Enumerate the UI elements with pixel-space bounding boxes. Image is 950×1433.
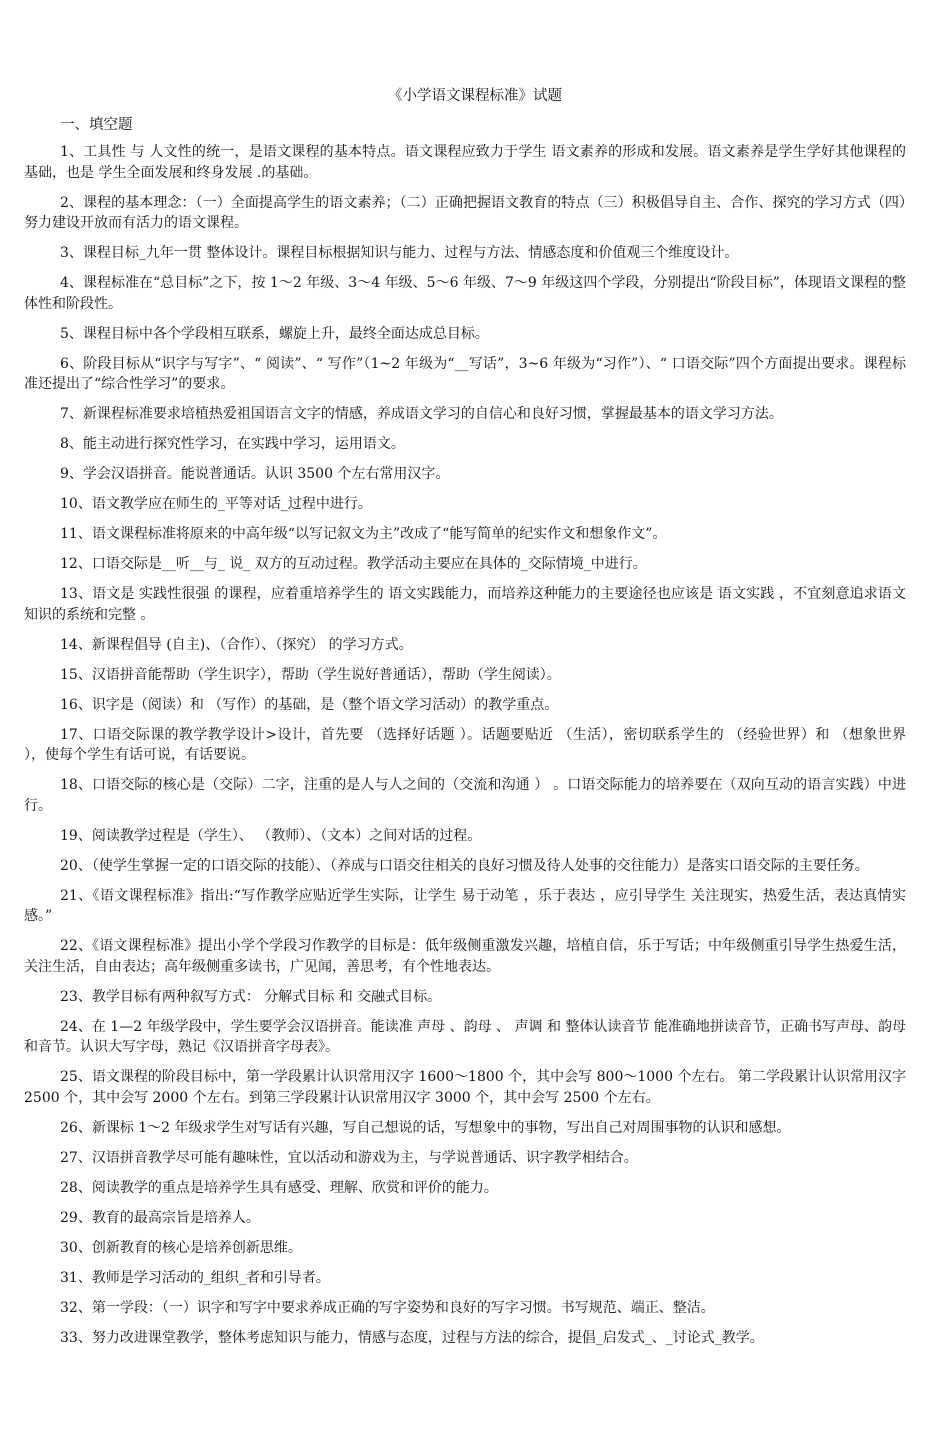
question-item: 27、汉语拼音教学尽可能有趣味性，宜以活动和游戏为主，与学说普通话、识字教学相结合。 bbox=[60, 1149, 638, 1166]
question-list bbox=[24, 142, 906, 1358]
question-item: 4、课程标准在“总目标”之下，按 1～2 年级、3～4 年级、5～6 年级、7～9 年级这四个学段，分别提出“阶段目标”，体现语文课程的整体性和阶段性。 bbox=[24, 275, 906, 312]
question-item: 6、阶段目标从“识字与写字”、“ 阅读”、“ 写作”（1~2 年级为“__写话”，3~6 年级为“习作”）、“ 口语交际”四个方面提出要求。课程标准还提出了“综合性学习”的要求。 bbox=[24, 355, 906, 392]
question-item: 20、（使学生掌握一定的口语交际的技能）、（养成与口语交往相关的良好习惯及待人处事的交往能力）是落实口语交际的主要任务。 bbox=[60, 857, 869, 874]
question-item: 30、创新教育的核心是培养创新思维。 bbox=[60, 1239, 302, 1256]
question-item: 10、语文教学应在师生的_平等对话_过程中进行。 bbox=[60, 496, 372, 512]
question-item: 3、课程目标_九年一贯 整体设计。课程目标根据知识与能力、过程与方法、情感态度和价值观三个维度设计。 bbox=[60, 245, 739, 261]
question-item: 19、阅读教学过程是（学生）、 （教师）、（文本）之间对话的过程。 bbox=[60, 827, 482, 844]
question-item: 18、口语交际的核心是（交际）二字，注重的是人与人之间的（交流和沟通 ） 。口语交际能力的培养要在（双向互动的语言实践）中进行。 bbox=[24, 777, 906, 814]
question-item: 21、《语文课程标准》指出:“写作教学应贴近学生实际，让学生 易于动笔 ，乐于表达 ，应引导学生 关注现实，热爱生活，表达真情实感。” bbox=[24, 887, 906, 924]
question-item: 2、课程的基本理念：（一）全面提高学生的语文素养；（二）正确把握语文教育的特点（三）积极倡导自主、合作、探究的学习方式（四）努力建设开放而有活力的语文课程。 bbox=[24, 194, 906, 231]
question-item: 13、语文是 实践性很强 的课程，应着重培养学生的 语文实践能力，而培养这种能力的主要途径也应该是 语文实践 ，不宜刻意追求语文知识的系统和完整 。 bbox=[24, 586, 906, 623]
question-item: 16、识字是（阅读）和 （写作）的基础，是（整个语文学习活动）的教学重点。 bbox=[60, 696, 559, 713]
question-item: 11、语文课程标准将原来的中高年级“以写记叙文为主”改成了“能写简单的纪实作文和想象作文”。 bbox=[60, 526, 667, 542]
question-item: 22、《语文课程标准》提出小学个学段习作教学的目标是：低年级侧重激发兴趣，培植自信，乐于写话；中年级侧重引导学生热爱生活，关注生活，自由表达；高年级侧重多读书，广见闻，善思考，有个性地表达。 bbox=[24, 938, 906, 975]
question-item: 5、课程目标中各个学段相互联系，螺旋上升，最终全面达成总目标。 bbox=[60, 325, 489, 342]
question-item: 12、口语交际是__听__与_ 说_ 双方的互动过程。教学活动主要应在具体的_交际情境_中进行。 bbox=[60, 556, 647, 572]
document-title: 《小学语文课程标准》试题 bbox=[388, 88, 562, 104]
question-item: 25、语文课程的阶段目标中，第一学段累计认识常用汉字 1600～1800 个，其中会写 800～1000 个左右。 第二学段累计认识常用汉字 2500 个，其中会写 2000 个左右。到第三学段累计认识常用汉字 3000 个，其中会写 2500 个左右。 bbox=[24, 1069, 906, 1106]
question-item: 32、第一学段：（一）识字和写字中要求养成正确的写字姿势和良好的写字习惯。书写规范、端正、整洁。 bbox=[60, 1299, 715, 1316]
question-item: 23、教学目标有两种叙写方式： 分解式目标 和 交融式目标。 bbox=[60, 988, 442, 1005]
section-heading: 一、填空题 bbox=[60, 117, 133, 133]
question-item: 26、新课标 1～2 年级求学生对写话有兴趣，写自己想说的话，写想象中的事物，写出自己对周围事物的认识和感想。 bbox=[60, 1119, 791, 1136]
question-item: 28、阅读教学的重点是培养学生具有感受、理解、欣赏和评价的能力。 bbox=[60, 1179, 498, 1196]
question-item: 9、学会汉语拼音。能说普通话。认识 3500 个左右常用汉字。 bbox=[60, 466, 450, 482]
question-item: 31、教师是学习活动的_组织_者和引导者。 bbox=[60, 1269, 330, 1286]
question-item: 7、新课程标准要求培植热爱祖国语言文字的情感，养成语文学习的自信心和良好习惯，掌握最基本的语文学习方法。 bbox=[60, 406, 783, 422]
question-item: 29、教育的最高宗旨是培养人。 bbox=[60, 1209, 260, 1226]
question-item: 17、口语交际课的教学教学设计>设计，首先要 （选择好话题 ）。话题要贴近 （生活），密切联系学生的 （经验世界）和 （想象世界 ），使每个学生有话可说，有话要说。 bbox=[24, 726, 906, 763]
question-item: 14、新课程倡导 (自主)、（合作）、（探究） 的学习方式。 bbox=[60, 636, 413, 653]
question-item: 8、能主动进行探究性学习，在实践中学习，运用语文。 bbox=[60, 436, 405, 452]
question-item: 1、工具性 与 人文性的统一，是语文课程的基本特点。语文课程应致力于学生 语文素养的形成和发展。语文素养是学生学好其他课程的基础，也是 学生全面发展和终身发展 .的基础。 bbox=[24, 144, 906, 181]
question-item: 33、努力改进课堂教学，整体考虑知识与能力，情感与态度，过程与方法的综合，提倡_启发式_、_讨论式_教学。 bbox=[60, 1329, 764, 1346]
question-item: 15、汉语拼音能帮助（学生识字），帮助（学生说好普通话），帮助（学生阅读）。 bbox=[60, 666, 561, 683]
question-item: 24、在 1—2 年级学段中，学生要学会汉语拼音。能读准 声母 、韵母 、 声调 和 整体认读音节 能准确地拼读音节，正确书写声母、韵母和音节。认识大写字母，熟记《汉语拼音字母表》。 bbox=[24, 1018, 906, 1055]
